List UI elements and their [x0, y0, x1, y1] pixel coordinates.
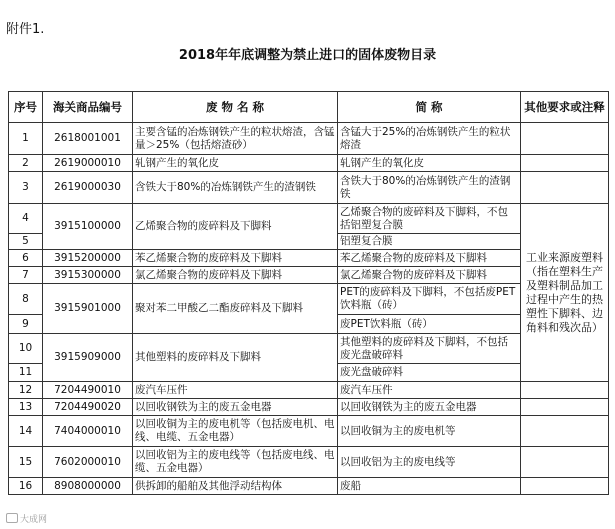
cell-seq: 9 [9, 315, 43, 334]
table-row [9, 155, 609, 172]
table-row [9, 416, 609, 447]
cell-code: 8908000000 [43, 478, 133, 495]
cell-short-name: 废船 [338, 478, 521, 495]
cell-waste-name: 聚对苯二甲酸乙二酯废碎料及下脚料 [133, 284, 338, 334]
header-code: 海关商品编号 [43, 92, 133, 123]
cell-other [521, 416, 609, 447]
cell-short-name: 其他塑料的废碎料及下脚料，不包括废光盘破碎料 [338, 334, 521, 364]
cell-short-name: 废PET饮料瓶（砖） [338, 315, 521, 334]
cell-seq: 3 [9, 172, 43, 204]
table-row [9, 284, 609, 315]
cell-other [521, 399, 609, 416]
cell-code: 7404000010 [43, 416, 133, 447]
table-row [9, 447, 609, 478]
cell-other-note: 工业来源废塑料（指在塑料生产及塑料制品加工过程中产生的热塑性下脚料、边角料和残次品） [521, 204, 609, 382]
camera-icon [6, 513, 18, 523]
cell-short-name: 以回收钢铁为主的废五金电器 [338, 399, 521, 416]
header-seq: 序号 [9, 92, 43, 123]
cell-seq: 10 [9, 334, 43, 364]
cell-waste-name: 供拆卸的船舶及其他浮动结构体 [133, 478, 338, 495]
table-row [9, 250, 609, 267]
table-row [9, 478, 609, 495]
cell-other [521, 172, 609, 204]
cell-short-name: 乙烯聚合物的废碎料及下脚料，不包括铝塑复合膜 [338, 204, 521, 234]
cell-short-name: 废汽车压件 [338, 382, 521, 399]
cell-seq: 6 [9, 250, 43, 267]
table-row [9, 172, 609, 204]
cell-seq: 14 [9, 416, 43, 447]
cell-code: 3915901000 [43, 284, 133, 334]
cell-other [521, 478, 609, 495]
cell-waste-name: 以回收铝为主的废电线等（包括废电线、电缆、五金电器） [133, 447, 338, 478]
document-title: 2018年年底调整为禁止进口的固体废物目录 [178, 48, 437, 63]
cell-code: 7204490010 [43, 382, 133, 399]
cell-seq: 8 [9, 284, 43, 315]
cell-short-name: 轧钢产生的氧化皮 [338, 155, 521, 172]
cell-seq: 2 [9, 155, 43, 172]
cell-short-name: 铝塑复合膜 [338, 234, 521, 250]
cell-waste-name: 氯乙烯聚合物的废碎料及下脚料 [133, 267, 338, 284]
cell-short-name: 氯乙烯聚合物的废碎料及下脚料 [338, 267, 521, 284]
cell-code: 7204490020 [43, 399, 133, 416]
cell-other [521, 155, 609, 172]
cell-code: 3915909000 [43, 334, 133, 382]
cell-waste-name: 废汽车压件 [133, 382, 338, 399]
cell-other [521, 382, 609, 399]
cell-waste-name: 以回收钢铁为主的废五金电器 [133, 399, 338, 416]
cell-short-name: PET的废碎料及下脚料，不包括废PET饮料瓶（砖） [338, 284, 521, 315]
cell-seq: 5 [9, 234, 43, 250]
table-row [9, 267, 609, 284]
cell-code: 2619000010 [43, 155, 133, 172]
cell-waste-name: 轧钢产生的氧化皮 [133, 155, 338, 172]
cell-seq: 12 [9, 382, 43, 399]
cell-waste-name: 以回收铜为主的废电机等（包括废电机、电线、电缆、五金电器） [133, 416, 338, 447]
cell-code: 3915300000 [43, 267, 133, 284]
cell-short-name: 含铁大于80%的冶炼钢铁产生的渣钢铁 [338, 172, 521, 204]
cell-short-name: 废光盘破碎料 [338, 364, 521, 382]
table-row [9, 382, 609, 399]
cell-seq: 4 [9, 204, 43, 234]
cell-short-name: 以回收铜为主的废电机等 [338, 416, 521, 447]
header-waste-name: 废 物 名 称 [133, 92, 338, 123]
table-row [9, 123, 609, 155]
waste-catalog-table [8, 91, 609, 495]
cell-code: 3915100000 [43, 204, 133, 250]
cell-short-name: 含锰大于25%的冶炼钢铁产生的粒状熔渣 [338, 123, 521, 155]
cell-waste-name: 主要含锰的冶炼钢铁产生的粒状熔渣，含锰量＞25%（包括熔渣砂） [133, 123, 338, 155]
cell-short-name: 以回收铝为主的废电线等 [338, 447, 521, 478]
table-row [9, 334, 609, 364]
header-other: 其他要求或注释 [521, 92, 609, 123]
cell-code: 2619000030 [43, 172, 133, 204]
cell-other [521, 447, 609, 478]
cell-short-name: 苯乙烯聚合物的废碎料及下脚料 [338, 250, 521, 267]
cell-other [521, 123, 609, 155]
watermark [6, 512, 47, 525]
cell-waste-name: 苯乙烯聚合物的废碎料及下脚料 [133, 250, 338, 267]
cell-seq: 16 [9, 478, 43, 495]
cell-code: 2618001001 [43, 123, 133, 155]
cell-seq: 1 [9, 123, 43, 155]
table-row [9, 204, 609, 234]
cell-waste-name: 含铁大于80%的冶炼钢铁产生的渣钢铁 [133, 172, 338, 204]
table-header-row [9, 92, 609, 123]
attachment-label: 附件1. [6, 22, 45, 37]
cell-waste-name: 其他塑料的废碎料及下脚料 [133, 334, 338, 382]
cell-seq: 11 [9, 364, 43, 382]
cell-code: 7602000010 [43, 447, 133, 478]
cell-seq: 7 [9, 267, 43, 284]
cell-waste-name: 乙烯聚合物的废碎料及下脚料 [133, 204, 338, 250]
table-row [9, 399, 609, 416]
cell-seq: 13 [9, 399, 43, 416]
watermark-text: 大成网 [20, 515, 48, 525]
cell-code: 3915200000 [43, 250, 133, 267]
cell-seq: 15 [9, 447, 43, 478]
header-short-name: 简 称 [338, 92, 521, 123]
